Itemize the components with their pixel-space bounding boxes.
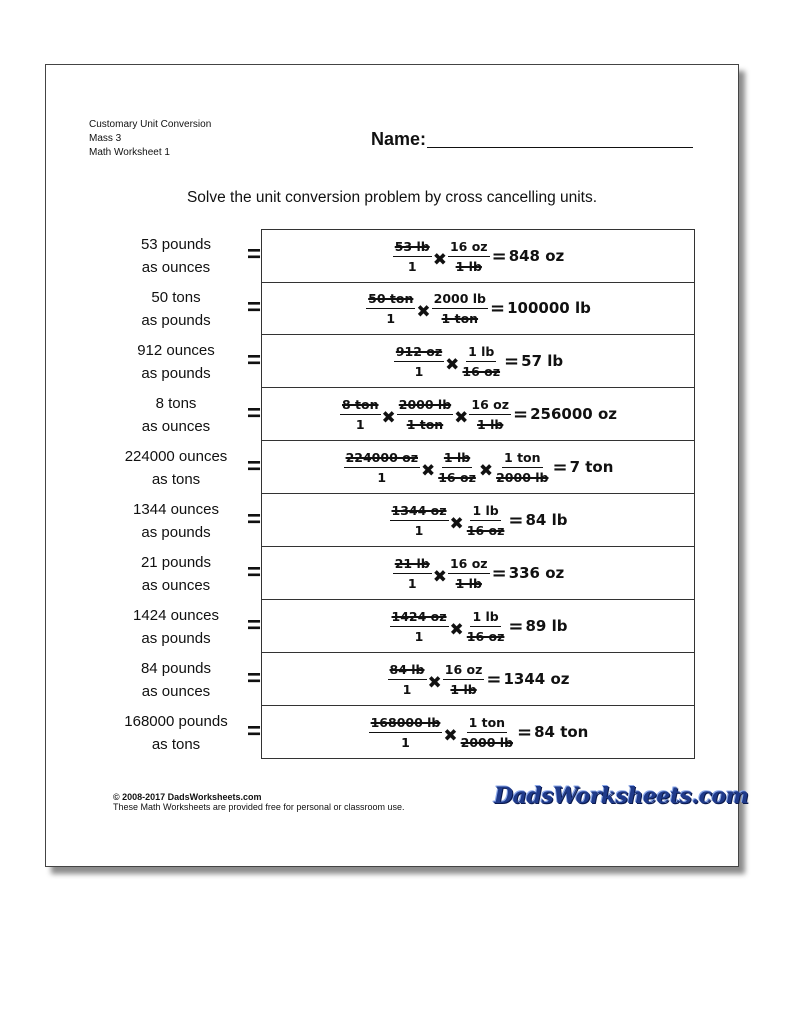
conversion-fraction	[339, 397, 382, 432]
conversion-result: 336 oz	[508, 564, 565, 582]
result-equals-sign: =	[517, 721, 533, 743]
question-quantity: 53 pounds	[140, 236, 212, 253]
conversion-expression	[389, 609, 568, 644]
result-equals-sign: =	[486, 668, 502, 690]
meta-line-level: Mass 3	[89, 133, 122, 144]
multiply-icon: ✖	[416, 301, 431, 322]
conversion-expression	[368, 715, 589, 750]
fraction-numerator: 1 ton	[467, 715, 508, 733]
conversion-fraction	[431, 291, 489, 326]
fraction-numerator: 50 ton	[366, 291, 415, 309]
conversion-result: 84 lb	[525, 511, 568, 529]
fraction-denominator: 1	[386, 310, 396, 326]
fraction-numerator: 1 lb	[466, 344, 496, 362]
result-equals-sign: =	[513, 403, 529, 425]
conversion-fraction	[392, 556, 433, 591]
question-target-unit: as pounds	[141, 630, 211, 647]
conversion-fraction	[435, 450, 479, 485]
conversion-result: 100000 lb	[507, 299, 591, 317]
usage-notice: These Math Worksheets are provided free for personal or classroom use.	[113, 802, 405, 812]
problem-question	[86, 445, 266, 491]
conversion-fraction	[447, 239, 491, 274]
question-target-unit: as pounds	[141, 365, 211, 382]
fraction-denominator: 1	[414, 522, 424, 538]
conversion-result: 1344 oz	[503, 670, 570, 688]
fraction-denominator: 2000 lb	[496, 469, 549, 485]
conversion-fraction	[343, 450, 421, 485]
conversion-expression	[365, 291, 591, 326]
problem-question	[86, 498, 266, 544]
conversion-expression	[339, 397, 617, 432]
fraction-denominator: 1	[414, 628, 424, 644]
conversion-fraction	[365, 291, 416, 326]
fraction-denominator: 1 lb	[455, 575, 482, 591]
fraction-denominator: 2000 lb	[460, 734, 514, 750]
multiply-icon: ✖	[443, 725, 458, 746]
fraction-denominator: 16 oz	[438, 469, 476, 485]
fraction-numerator: 16 oz	[469, 397, 511, 415]
meta-line-topic: Customary Unit Conversion	[89, 119, 212, 130]
problem-question	[86, 657, 266, 703]
equals-sign: =	[247, 453, 262, 480]
fraction-numerator: 53 lb	[393, 239, 432, 257]
fraction-numerator: 1424 oz	[390, 609, 449, 627]
answer-box	[261, 441, 695, 494]
conversion-expression	[392, 556, 565, 591]
result-equals-sign: =	[490, 297, 506, 319]
fraction-numerator: 8 ton	[340, 397, 381, 415]
question-quantity: 1344 ounces	[133, 501, 219, 518]
fraction-numerator: 1 ton	[502, 450, 543, 468]
answer-box	[261, 388, 695, 441]
result-equals-sign: =	[552, 456, 568, 478]
fraction-numerator: 1 lb	[470, 503, 500, 521]
result-equals-sign: =	[491, 245, 507, 267]
conversion-expression	[387, 662, 570, 697]
question-quantity: 224000 ounces	[124, 448, 228, 465]
equals-sign: =	[247, 559, 262, 586]
question-target-unit: as pounds	[141, 524, 211, 541]
question-target-unit: as ounces	[141, 259, 211, 276]
equals-sign: =	[247, 400, 262, 427]
result-equals-sign: =	[508, 615, 524, 637]
conversion-fraction	[464, 503, 508, 538]
result-equals-sign: =	[508, 509, 524, 531]
multiply-icon: ✖	[449, 619, 464, 640]
copyright-text: © 2008-2017 DadsWorksheets.com	[113, 792, 262, 802]
answer-box	[261, 547, 695, 600]
conversion-fraction	[393, 344, 445, 379]
fraction-denominator: 1 lb	[450, 681, 477, 697]
conversion-expression	[343, 450, 614, 485]
question-quantity: 912 ounces	[137, 342, 215, 359]
conversion-fraction	[468, 397, 512, 432]
conversion-result: 7 ton	[569, 458, 614, 476]
question-quantity: 168000 pounds	[124, 713, 228, 730]
problem-question	[86, 551, 266, 597]
question-target-unit: as tons	[151, 736, 201, 753]
multiply-icon: ✖	[427, 672, 442, 693]
fraction-numerator: 21 lb	[393, 556, 432, 574]
fraction-numerator: 84 lb	[388, 662, 427, 680]
conversion-fraction	[442, 662, 486, 697]
equals-sign: =	[247, 347, 262, 374]
dadsworksheets-logo: DadsWorksheets.com	[494, 783, 749, 809]
equals-sign: =	[247, 506, 262, 533]
conversion-fraction	[368, 715, 444, 750]
result-equals-sign: =	[504, 350, 520, 372]
conversion-fraction	[392, 239, 433, 274]
conversion-fraction	[458, 715, 516, 750]
multiply-icon: ✖	[420, 460, 436, 481]
question-quantity: 21 pounds	[140, 554, 212, 571]
conversion-fraction	[447, 556, 491, 591]
fraction-denominator: 16 oz	[466, 628, 505, 644]
question-target-unit: as pounds	[141, 312, 211, 329]
answer-box	[261, 653, 695, 706]
equals-sign: =	[247, 612, 262, 639]
question-quantity: 1424 ounces	[133, 607, 219, 624]
equals-sign: =	[247, 665, 262, 692]
answer-box	[261, 600, 695, 653]
fraction-numerator: 2000 lb	[397, 397, 453, 415]
multiply-icon: ✖	[445, 354, 460, 375]
question-quantity: 50 tons	[151, 289, 201, 306]
conversion-result: 256000 oz	[530, 405, 617, 423]
multiply-icon: ✖	[478, 460, 494, 481]
fraction-denominator: 1	[377, 469, 387, 485]
worksheet-meta	[89, 118, 211, 160]
fraction-denominator: 16 oz	[466, 522, 505, 538]
problem-question	[86, 604, 266, 650]
fraction-numerator: 2000 lb	[432, 291, 488, 309]
conversion-fraction	[389, 609, 450, 644]
fraction-numerator: 1 lb	[442, 450, 472, 468]
conversion-expression	[393, 344, 563, 379]
fraction-denominator: 1	[355, 416, 365, 432]
conversion-expression	[392, 239, 565, 274]
fraction-denominator: 1 lb	[477, 416, 504, 432]
name-blank-line	[427, 147, 693, 148]
conversion-fraction	[493, 450, 551, 485]
conversion-expression	[389, 503, 568, 538]
fraction-numerator: 1 lb	[470, 609, 500, 627]
fraction-denominator: 1	[402, 681, 412, 697]
multiply-icon: ✖	[381, 407, 396, 428]
fraction-denominator: 1 ton	[441, 310, 479, 326]
meta-line-worksheet: Math Worksheet 1	[89, 147, 170, 158]
question-target-unit: as tons	[151, 471, 201, 488]
answer-box	[261, 229, 695, 283]
equals-sign: =	[247, 241, 262, 268]
answer-box	[261, 282, 695, 335]
question-target-unit: as ounces	[141, 577, 211, 594]
fraction-numerator: 168000 lb	[369, 715, 443, 733]
conversion-fraction	[459, 344, 503, 379]
conversion-fraction	[389, 503, 450, 538]
problem-question	[86, 286, 266, 332]
conversion-result: 84 ton	[534, 723, 589, 741]
conversion-fraction	[387, 662, 428, 697]
fraction-numerator: 912 oz	[394, 344, 444, 362]
conversion-fraction	[396, 397, 454, 432]
problem-question	[86, 710, 266, 756]
instructions: Solve the unit conversion problem by cross cancelling units.	[186, 189, 598, 206]
problem-question	[86, 339, 266, 385]
question-target-unit: as ounces	[141, 683, 211, 700]
equals-sign: =	[247, 718, 262, 745]
answer-box	[261, 706, 695, 759]
answer-box	[261, 494, 695, 547]
equals-sign: =	[247, 294, 262, 321]
problem-question	[86, 233, 266, 279]
fraction-denominator: 1 lb	[455, 258, 482, 274]
fraction-numerator: 1344 oz	[390, 503, 449, 521]
multiply-icon: ✖	[454, 407, 469, 428]
worksheet-page	[45, 64, 749, 867]
fraction-denominator: 16 oz	[462, 363, 501, 379]
question-target-unit: as ounces	[141, 418, 211, 435]
conversion-result: 848 oz	[508, 247, 565, 265]
multiply-icon: ✖	[432, 249, 447, 270]
conversion-result: 57 lb	[521, 352, 564, 370]
question-quantity: 8 tons	[155, 395, 197, 412]
fraction-denominator: 1 ton	[406, 416, 444, 432]
fraction-numerator: 224000 oz	[344, 450, 420, 468]
answer-box	[261, 335, 695, 388]
footer	[113, 792, 404, 812]
fraction-numerator: 16 oz	[443, 662, 485, 680]
conversion-fraction	[464, 609, 508, 644]
question-quantity: 84 pounds	[140, 660, 212, 677]
conversion-result: 89 lb	[525, 617, 568, 635]
problem-question	[86, 392, 266, 438]
result-equals-sign: =	[491, 562, 507, 584]
fraction-denominator: 1	[407, 258, 417, 274]
fraction-denominator: 1	[414, 363, 424, 379]
multiply-icon: ✖	[449, 513, 464, 534]
multiply-icon: ✖	[432, 566, 447, 587]
fraction-denominator: 1	[401, 734, 410, 750]
name-label: Name:	[371, 129, 427, 149]
fraction-numerator: 16 oz	[448, 556, 490, 574]
fraction-denominator: 1	[407, 575, 417, 591]
fraction-numerator: 16 oz	[448, 239, 490, 257]
